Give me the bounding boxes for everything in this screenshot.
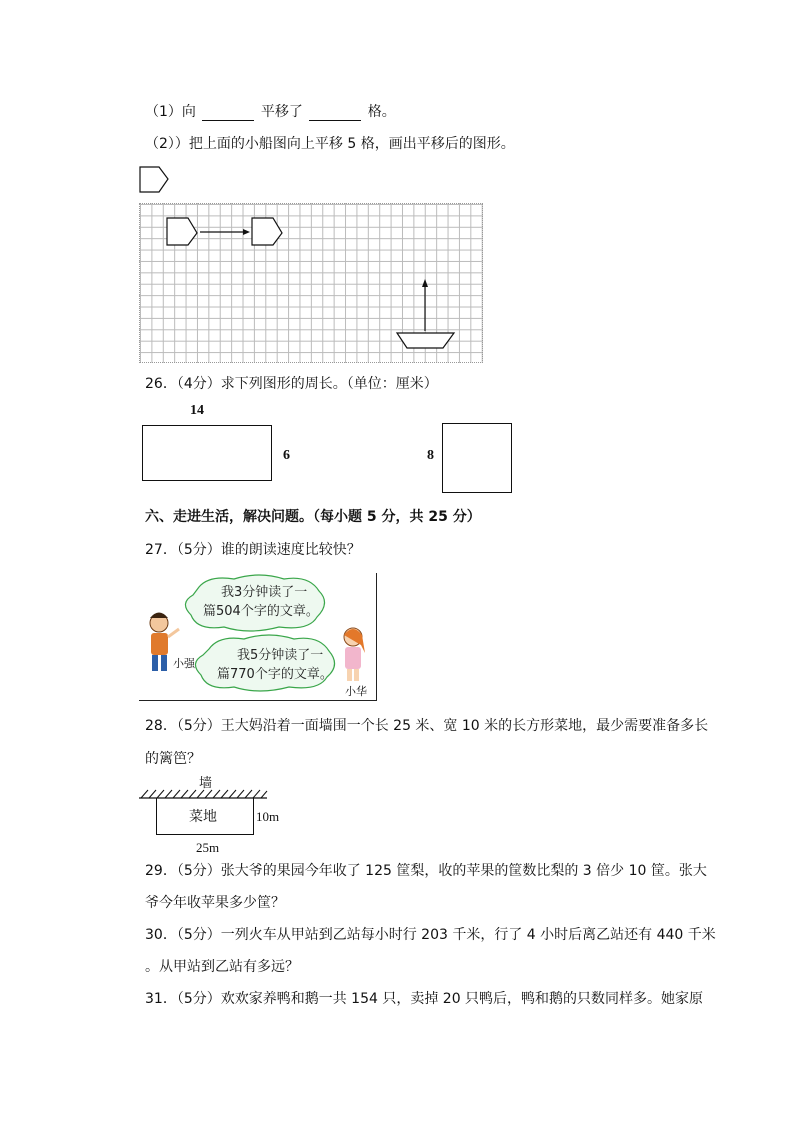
boy-name: 小强 [173,657,195,670]
q28-line1: 28．（5分）王大妈沿着一面墙围一个长 25 米、宽 10 米的长方形菜地，最少需要准备多长 [145,718,709,734]
girl-figure [344,628,365,681]
pentagon-shape-example [139,166,171,194]
pentagon-translated [252,218,282,245]
q27-question: 27．（5分）谁的朗读速度比较快？ [145,542,361,558]
direction-blank[interactable] [202,106,254,121]
girl-name: 小华 [345,685,367,698]
q30-line1: 30．（5分）一列火车从甲站到乙站每小时行 203 千米，行了 4 小时后离乙站还有 440 千米 [145,927,716,943]
q28-line2: 的篱笆？ [145,751,201,767]
q25-part1: （1）向 平移了 格。 [145,104,396,120]
q29-line1: 29．（5分）张大爷的果园今年收了 125 筐梨，收的苹果的筐数比梨的 3 倍少 10 筐。张大 [145,863,707,879]
q29-line2: 爷今年收苹果多少筐？ [145,895,285,911]
grid-figures [139,203,483,363]
wall-label: 墙 [199,776,213,791]
rect-height-label: 6 [283,448,290,463]
boat-shape [397,333,454,348]
q31-line1: 31．（5分）欢欢家养鸭和鹅一共 154 只，卖掉 20 只鸭后，鸭和鹅的只数同样多。她家原 [145,991,704,1007]
field-side-label: 10m [256,809,280,824]
bubble1-line2: 篇504个字的文章。 [203,604,319,619]
field-bottom-label: 25m [196,840,220,855]
bubble1-line1: 我3分钟读了一 [221,585,308,600]
rect-width-label: 14 [190,403,204,418]
field-label: 菜地 [189,810,217,825]
bubble2-line2: 篇770个字的文章。 [217,667,333,682]
field-rectangle [156,798,254,835]
rectangle-shape [142,425,272,481]
distance-blank[interactable] [309,106,361,121]
section-title: 六、走进生活，解决问题。（每小题 5 分，共 25 分） [145,509,481,525]
square-shape [442,423,512,493]
pentagon-original [167,218,197,245]
q30-line2: 。从甲站到乙站有多远？ [145,959,299,975]
q26-question: 26．（4分）求下列图形的周长。（单位：厘米） [145,376,438,392]
bubble2-line1: 我5分钟读了一 [237,648,324,663]
square-side-label: 8 [427,448,434,463]
reading-illustration [139,573,377,701]
q25-part2: （2））把上面的小船图向上平移 5 格，画出平移后的图形。 [145,136,515,152]
